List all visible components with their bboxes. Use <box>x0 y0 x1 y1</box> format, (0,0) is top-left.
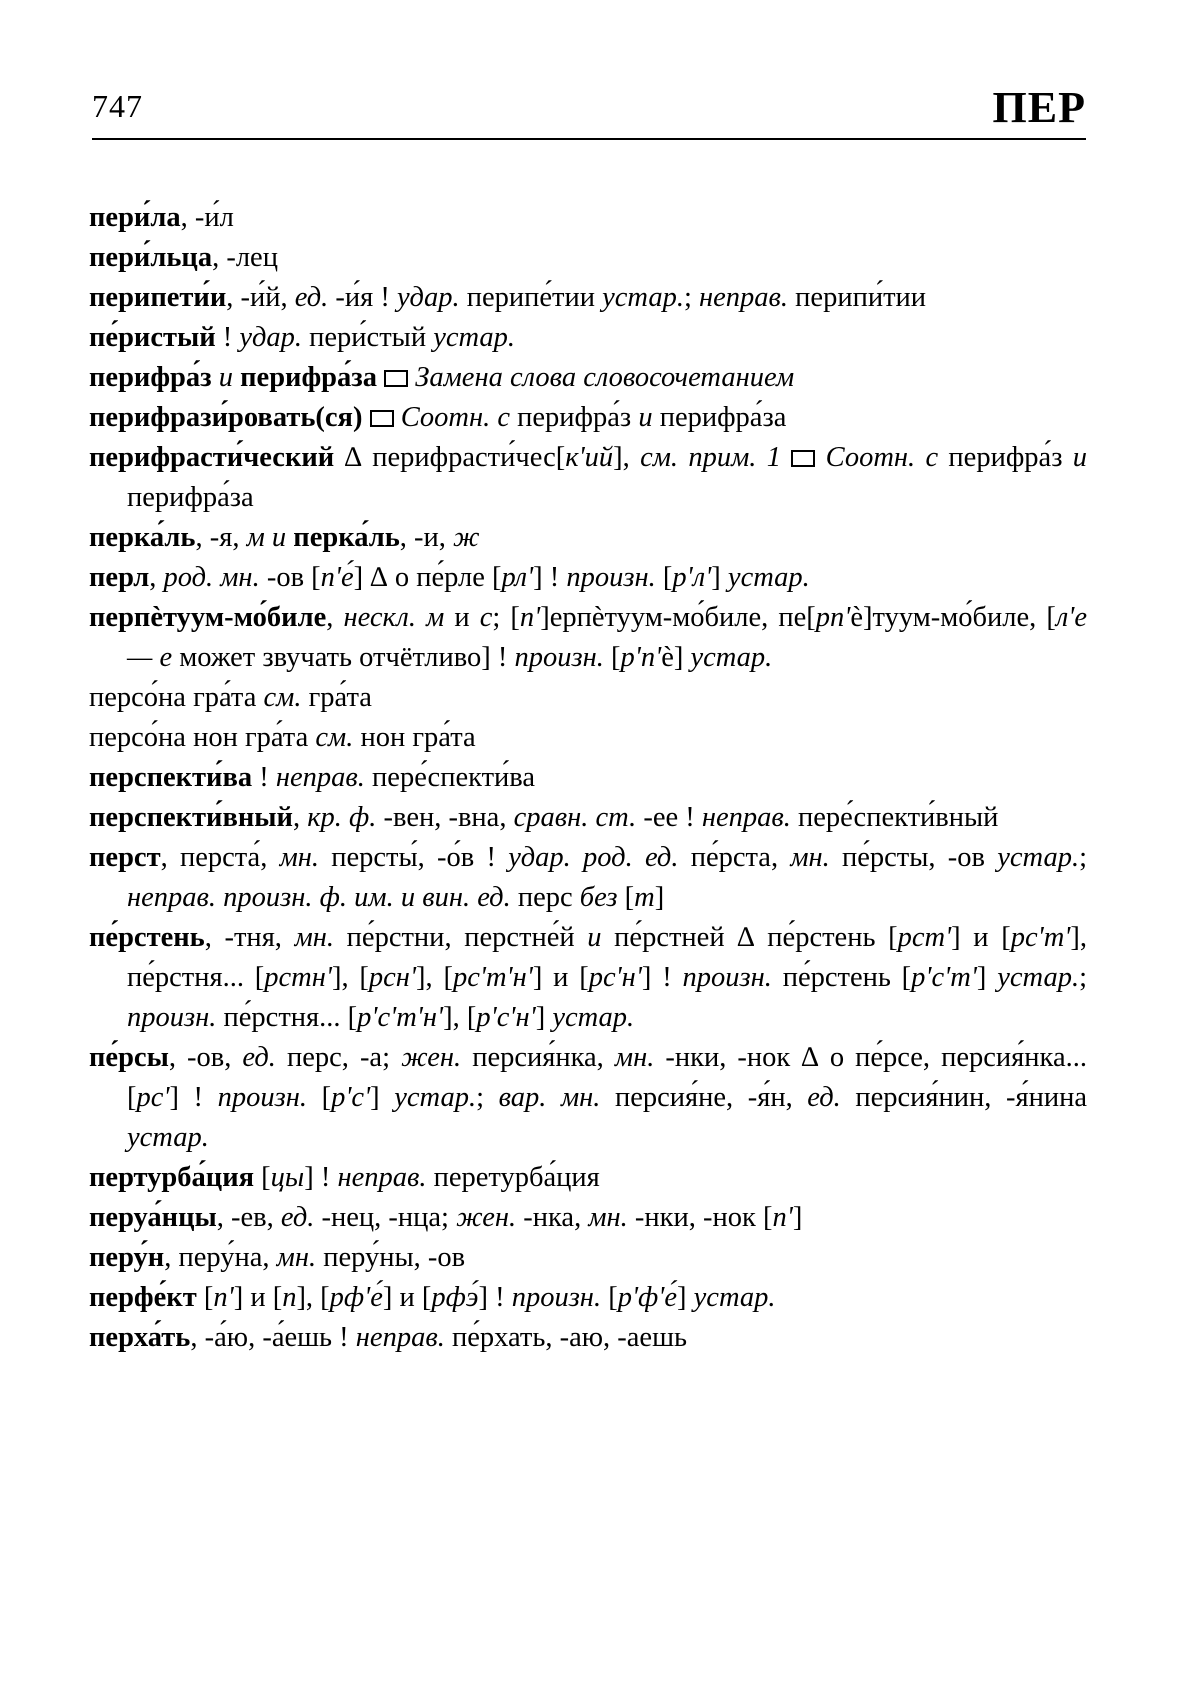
italic-label: п' <box>519 602 541 633</box>
italic-label: и <box>1072 442 1088 473</box>
entry-text: ] ! <box>533 562 567 593</box>
entry-text: перифра́за <box>127 482 254 513</box>
entry-text: ; <box>476 1082 499 1113</box>
dictionary-entry <box>89 1038 1087 1158</box>
entry-text: ] ! <box>478 1282 512 1313</box>
italic-label: р'с' <box>331 1082 371 1113</box>
entry-text: перифра́з <box>510 402 639 433</box>
entry-text: -нка, <box>516 1202 589 1233</box>
entry-text: перипе́тии <box>459 282 603 313</box>
entry-text: персия́нин, -я́нина <box>840 1082 1087 1113</box>
italic-label: мн. <box>294 922 335 953</box>
entry-text: -ее ! <box>636 802 702 833</box>
italic-label: ед. <box>242 1042 276 1073</box>
entry-text: персо́на нон гра́та <box>89 722 316 753</box>
italic-label: произн. <box>127 1002 217 1033</box>
italic-label: л'е — е <box>127 602 1087 673</box>
entry-text: перс <box>510 882 580 913</box>
headword: перу́н <box>89 1242 165 1273</box>
italic-label: устар. <box>433 322 516 353</box>
dictionary-entry <box>89 758 1087 798</box>
entry-text: ] и [ <box>382 1282 432 1313</box>
entry-text: персия́нка, <box>461 1042 615 1073</box>
entry-text: пе́рстней ∆ пе́рстень [ <box>601 922 898 953</box>
italic-label: мн. <box>276 1242 317 1273</box>
italic-label: рфэ́ <box>431 1282 479 1313</box>
italic-label: р'с'т'н' <box>357 1002 444 1033</box>
entry-text: ! <box>215 322 240 353</box>
italic-label: мн. <box>588 1202 628 1233</box>
italic-label: рп' <box>815 602 851 633</box>
dictionary-entry <box>89 1318 1087 1358</box>
entry-text: ; <box>1079 962 1087 993</box>
entry-text: [ <box>307 1082 332 1113</box>
dictionary-entry <box>89 318 1087 358</box>
entry-text: ] <box>792 1202 803 1233</box>
entry-text: ] и [ <box>951 922 1011 953</box>
entry-text: ] ! <box>169 1082 218 1113</box>
entry-text: перс, -а; <box>275 1042 402 1073</box>
entry-text: ], [ <box>296 1282 330 1313</box>
entry-text <box>377 362 384 393</box>
entry-text: перетурба́ция <box>426 1162 600 1193</box>
box-symbol-icon <box>370 410 394 427</box>
entry-text: ; <box>1079 842 1087 873</box>
page-number: 747 <box>92 88 143 124</box>
entry-text: ] <box>535 1002 553 1033</box>
italic-label: произн. <box>514 642 604 673</box>
box-symbol-icon <box>791 450 815 467</box>
italic-label: нескл. м <box>343 602 445 633</box>
entry-text: гра́та <box>301 682 372 713</box>
entry-text: ] и [ <box>233 1282 283 1313</box>
italic-label: рст' <box>897 922 952 953</box>
italic-label: произн. <box>217 1082 308 1113</box>
entry-text: ]ерпѐтуум-мо́биле, пе[ <box>540 602 816 633</box>
italic-label: рф'е́ <box>329 1282 383 1313</box>
entry-text: ] ! <box>641 962 683 993</box>
italic-label: неправ. <box>355 1322 445 1353</box>
headword: перфе́кт <box>89 1282 197 1313</box>
entry-list <box>89 198 1087 1358</box>
headword: перка́ль <box>89 522 196 553</box>
page-header <box>92 82 1086 140</box>
headword: перифра́за <box>240 362 377 393</box>
entry-text: , перста́, <box>160 842 280 873</box>
italic-label: с <box>479 602 493 633</box>
italic-label: устар. <box>693 1282 776 1313</box>
italic-label: без <box>579 882 618 913</box>
italic-label: р'с'т' <box>911 962 977 993</box>
headword: перифрази́ровать(ся) <box>89 402 363 433</box>
dictionary-entry <box>89 598 1087 678</box>
dictionary-entry <box>89 278 1087 318</box>
headword: пе́рсы <box>89 1042 169 1073</box>
italic-label: Замена слова словосочетанием <box>415 362 795 393</box>
box-symbol-icon <box>384 370 408 387</box>
italic-label: устар. <box>997 842 1080 873</box>
entry-text: ! <box>252 762 276 793</box>
dictionary-entry <box>89 838 1087 918</box>
headword: перспекти́ва <box>89 762 253 793</box>
italic-label: и <box>638 402 653 433</box>
italic-label: рл' <box>501 562 534 593</box>
entry-text: , -ев, <box>216 1202 281 1233</box>
italic-label: ед. <box>807 1082 841 1113</box>
italic-label: см. прим. 1 <box>640 442 781 473</box>
headword: перипети́и <box>89 282 227 313</box>
entry-text: [ <box>254 1162 271 1193</box>
entry-text: пе́рстни, перстне́й <box>334 922 588 953</box>
entry-text: может звучать отчётливо] ! <box>172 642 515 673</box>
italic-label: мн. <box>279 842 320 873</box>
entry-text: , -и, <box>399 522 454 553</box>
italic-label: устар. <box>997 962 1080 993</box>
italic-label: устар. <box>127 1122 209 1153</box>
italic-label: произн. <box>566 562 656 593</box>
entry-text: -ов [ <box>259 562 321 593</box>
italic-label: жен. <box>456 1202 517 1233</box>
entry-text: ] ! <box>304 1162 338 1193</box>
entry-text: пере́спекти́вный <box>790 802 999 833</box>
entry-text: пере́спекти́ва <box>364 762 536 793</box>
headword: перл <box>89 562 150 593</box>
entry-text: [ <box>196 1282 214 1313</box>
entry-text: [ <box>603 642 621 673</box>
italic-label: устар. <box>552 1002 635 1033</box>
headword: перпѐтуум-мо́биле <box>89 602 327 633</box>
entry-text: -нки, -нок ∆ о пе́рсе, персия́нка... [ <box>127 1042 1087 1113</box>
entry-text: пе́рстень [ <box>771 962 912 993</box>
entry-text: -вен, -вна, <box>376 802 514 833</box>
entry-text: ] <box>976 962 998 993</box>
entry-text: , -и́й, <box>226 282 295 313</box>
italic-label: кр. ф. <box>307 802 377 833</box>
dictionary-entry <box>89 678 1087 718</box>
italic-label: устар. <box>394 1082 477 1113</box>
italic-label: п' <box>213 1282 234 1313</box>
headword: пери́ла <box>89 202 181 233</box>
dictionary-entry <box>89 798 1087 838</box>
entry-text <box>815 442 825 473</box>
dictionary-entry <box>89 518 1087 558</box>
headword: пе́ристый <box>89 322 216 353</box>
italic-label: жен. <box>401 1042 462 1073</box>
italic-label: п <box>282 1282 297 1313</box>
dictionary-entry <box>89 718 1087 758</box>
entry-text: , перу́на, <box>164 1242 277 1273</box>
italic-label: рс' <box>136 1082 170 1113</box>
dictionary-entry <box>89 918 1087 1038</box>
entry-text: ∆ перифрасти́чес[ <box>334 442 566 473</box>
entry-text: [ <box>601 1282 618 1313</box>
entry-text: нон гра́та <box>353 722 476 753</box>
italic-label: рстн' <box>264 962 332 993</box>
entry-text: è]туум-мо́биле, [ <box>850 602 1056 633</box>
italic-label: рс'т' <box>1010 922 1071 953</box>
italic-label: рсн' <box>368 962 417 993</box>
entry-text: , <box>149 562 164 593</box>
entry-text: , <box>326 602 344 633</box>
entry-text: ] <box>370 1082 395 1113</box>
entry-text: ] <box>654 882 665 913</box>
entry-text: перу́ны, -ов <box>316 1242 466 1273</box>
italic-label: рс'н' <box>588 962 642 993</box>
italic-label: произн. <box>682 962 772 993</box>
entry-text: персты́, -о́в ! <box>319 842 509 873</box>
entry-text: ; [ <box>492 602 520 633</box>
entry-text: пери́стый <box>302 322 434 353</box>
italic-label: и <box>587 922 602 953</box>
entry-text: ], [ <box>332 962 369 993</box>
entry-text: , <box>292 802 308 833</box>
entry-text: перифра́з <box>938 442 1073 473</box>
italic-label: сравн. ст. <box>513 802 637 833</box>
entry-text <box>394 402 401 433</box>
running-head: ПЕР <box>992 83 1086 132</box>
dictionary-entry <box>89 1158 1087 1198</box>
entry-text <box>362 402 369 433</box>
entry-text: -нки, -нок [ <box>627 1202 773 1233</box>
italic-label: ед. <box>280 1202 315 1233</box>
italic-label: ед. <box>294 282 329 313</box>
headword: перст <box>89 842 161 873</box>
italic-label: Соотн. с <box>825 442 939 473</box>
headword: перха́ть <box>89 1322 191 1353</box>
italic-label: р'л' <box>672 562 712 593</box>
italic-label: Соотн. с <box>400 402 511 433</box>
entry-text: пе́рста, <box>678 842 791 873</box>
italic-label: п' <box>772 1202 793 1233</box>
headword: пе́рстень <box>89 922 205 953</box>
italic-label: неправ. <box>701 802 791 833</box>
entry-text: , -и́л <box>180 202 234 233</box>
italic-label: к'ий <box>565 442 614 473</box>
italic-label: удар. <box>396 282 460 313</box>
headword: перифра́з <box>89 362 212 393</box>
italic-label: р'с'н' <box>476 1002 536 1033</box>
italic-label: рс'т'н' <box>452 962 533 993</box>
entry-text: персия́не, -я́н, <box>600 1082 808 1113</box>
italic-label: м и <box>246 522 287 553</box>
dictionary-entry <box>89 438 1087 518</box>
entry-text: è] <box>661 642 691 673</box>
entry-text: ], <box>613 442 641 473</box>
italic-label: неправ. <box>337 1162 427 1193</box>
entry-text: , -тня, <box>204 922 295 953</box>
italic-label: р'п' <box>620 642 662 673</box>
italic-label: неправ. произн. ф. им. и вин. ед. <box>127 882 511 913</box>
italic-label: устар. <box>690 642 773 673</box>
dictionary-entry <box>89 198 1087 238</box>
italic-label: п'е́ <box>320 562 354 593</box>
dictionary-entry <box>89 238 1087 278</box>
italic-label: и <box>218 362 233 393</box>
dictionary-entry <box>89 558 1087 598</box>
entry-text: -нец, -нца; <box>314 1202 457 1233</box>
headword: пери́льца <box>89 242 213 273</box>
entry-text: -и́я ! <box>328 282 397 313</box>
entry-text: ] <box>677 1282 694 1313</box>
italic-label: неправ. <box>275 762 365 793</box>
entry-text: ; <box>683 282 699 313</box>
entry-text: , -я, <box>195 522 247 553</box>
entry-text: ], пе́рстня... [ <box>127 922 1087 993</box>
headword: пертурба́ция <box>89 1162 255 1193</box>
dictionary-entry <box>89 1198 1087 1238</box>
italic-label: вар. мн. <box>498 1082 601 1113</box>
italic-label: произн. <box>511 1282 602 1313</box>
italic-label: см. <box>263 682 302 713</box>
italic-label: р'ф'е́ <box>617 1282 678 1313</box>
italic-label: мн. <box>790 842 830 873</box>
headword: перуа́нцы <box>89 1202 217 1233</box>
entry-text: пе́рсты, -ов <box>829 842 998 873</box>
entry-text: , -лец <box>212 242 278 273</box>
entry-text: , -а́ю, -а́ешь ! <box>190 1322 356 1353</box>
italic-label: устар. <box>602 282 684 313</box>
entry-text <box>212 362 219 393</box>
italic-label: мн. <box>614 1042 655 1073</box>
italic-label: род. мн. <box>163 562 260 593</box>
headword: перка́ль <box>293 522 400 553</box>
entry-text: ] ∆ о пе́рле [ <box>353 562 502 593</box>
entry-text: , -ов, <box>168 1042 243 1073</box>
headword: перспекти́вный <box>89 802 293 833</box>
dictionary-entry <box>89 358 1087 398</box>
entry-text: [ <box>617 882 635 913</box>
entry-text: ] и [ <box>532 962 589 993</box>
italic-label: цы <box>270 1162 305 1193</box>
entry-text: ] <box>711 562 728 593</box>
entry-text: перипи́тии <box>788 282 927 313</box>
dictionary-entry <box>89 398 1087 438</box>
dictionary-entry <box>89 1238 1087 1278</box>
entry-text <box>781 442 791 473</box>
entry-text: ], [ <box>416 962 453 993</box>
entry-text: пе́рстня... [ <box>216 1002 358 1033</box>
italic-label: устар. <box>727 562 810 593</box>
italic-label: т <box>634 882 655 913</box>
entry-text: [ <box>655 562 673 593</box>
headword: перифрасти́ческий <box>89 442 335 473</box>
italic-label: ж <box>453 522 480 553</box>
dictionary-entry <box>89 1278 1087 1318</box>
entry-text: персо́на гра́та <box>89 682 264 713</box>
entry-text: пе́рхать, -аю, -аешь <box>444 1322 688 1353</box>
entry-text: перифра́за <box>652 402 787 433</box>
italic-label: удар. род. ед. <box>508 842 679 873</box>
entry-text: и <box>444 602 480 633</box>
italic-label: неправ. <box>699 282 789 313</box>
italic-label: удар. <box>239 322 303 353</box>
italic-label: см. <box>315 722 354 753</box>
entry-text: ], [ <box>443 1002 477 1033</box>
